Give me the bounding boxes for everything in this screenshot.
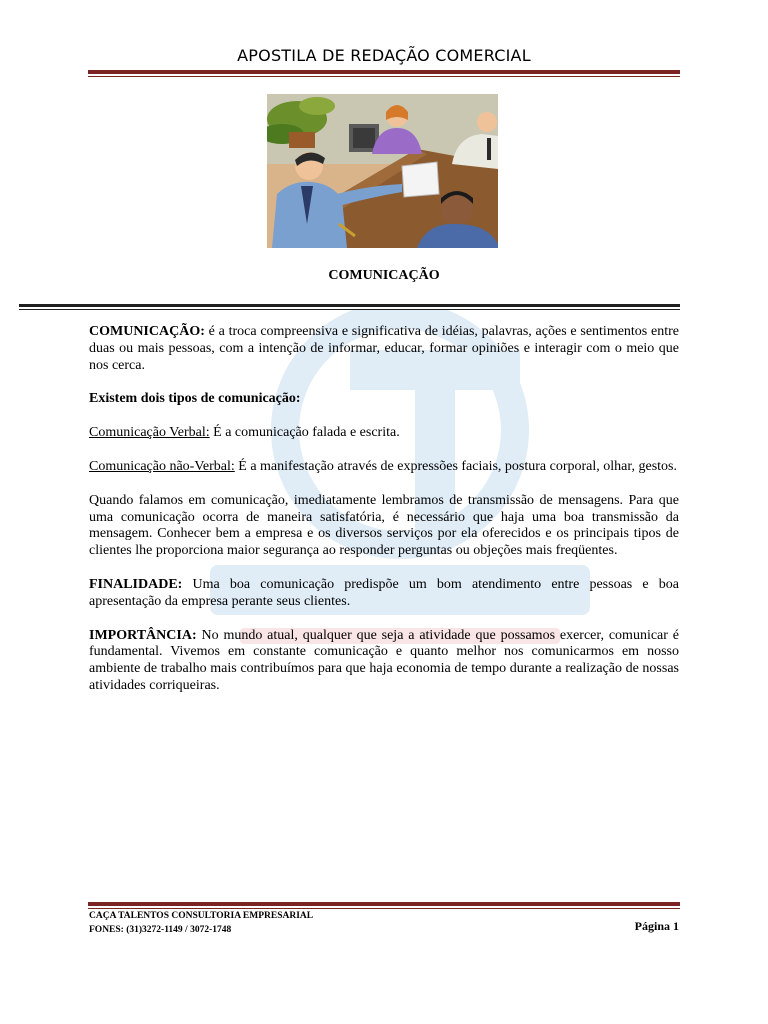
footer-company: CAÇA TALENTOS CONSULTORIA EMPRESARIAL — [89, 911, 314, 921]
definition-finalidade: Uma boa comunicação predispõe um bom atendimento entre pessoas e boa apresentação da empresa perante seus clientes. — [89, 576, 679, 609]
term-nao-verbal: Comunicação não-Verbal: — [89, 458, 235, 474]
footer-rule — [88, 902, 680, 909]
page-number: Página 1 — [634, 919, 679, 933]
paragraph-importancia — [89, 628, 679, 695]
footer-contact — [89, 909, 313, 937]
text-transmissao: Quando falamos em comunicação, imediatamente lembramos de transmissão de mensagens. Para que uma comunicação ocorra de maneira satisfatória, é necessário que haja uma boa transmissão da mensagem. Conhecer bem a empresa e os diversos serviços por ela oferecidos e os principais tipos de clientes lhe proporciona maior segurança ao responder perguntas ou objeções mais freqüentes. — [89, 492, 679, 559]
section-title: COMUNICAÇÃO — [328, 268, 440, 283]
paragraph-tipos — [89, 391, 679, 408]
body-text — [89, 324, 679, 712]
paragraph-nao-verbal — [89, 459, 679, 476]
definition-nao-verbal: É a manifestação através de expressões faciais, postura corporal, olhar, gestos. — [234, 458, 677, 474]
heading-tipos: Existem dois tipos de comunicação: — [89, 391, 301, 407]
paragraph-verbal — [89, 425, 679, 442]
term-finalidade: FINALIDADE: — [89, 576, 183, 592]
term-verbal: Comunicação Verbal: — [89, 425, 210, 441]
paragraph-comunicacao — [89, 324, 679, 374]
header-rule — [88, 70, 680, 77]
term-importancia: IMPORTÂNCIA: — [89, 627, 197, 643]
footer-phones: FONES: (31)3272-1149 / 3072-1748 — [89, 925, 232, 935]
definition-verbal: É a comunicação falada e escrita. — [209, 425, 400, 441]
paragraph-finalidade — [89, 577, 679, 611]
definition-comunicacao: é a troca compreensiva e significativa de idéias, palavras, ações e sentimentos entre duas ou mais pessoas, com a intenção de informar, educar, formar opiniões e interagir com o meio que nos cerca. — [89, 324, 679, 373]
term-comunicacao: COMUNICAÇÃO: — [89, 324, 205, 339]
page-header-title: APOSTILA DE REDAÇÃO COMERCIAL — [237, 46, 531, 65]
business-meeting-clipart — [267, 94, 498, 248]
definition-importancia: No mundo atual, qualquer que seja a atividade que possamos exercer, comunicar é fundamental. Vivemos em constante comunicação e quanto melhor nos comunicarmos em nosso ambiente de trabalho mais contribuímos para que haja economia de tempo durante a realização de nossas atividades corriqueiras. — [89, 627, 679, 693]
paragraph-transmissao — [89, 493, 679, 560]
